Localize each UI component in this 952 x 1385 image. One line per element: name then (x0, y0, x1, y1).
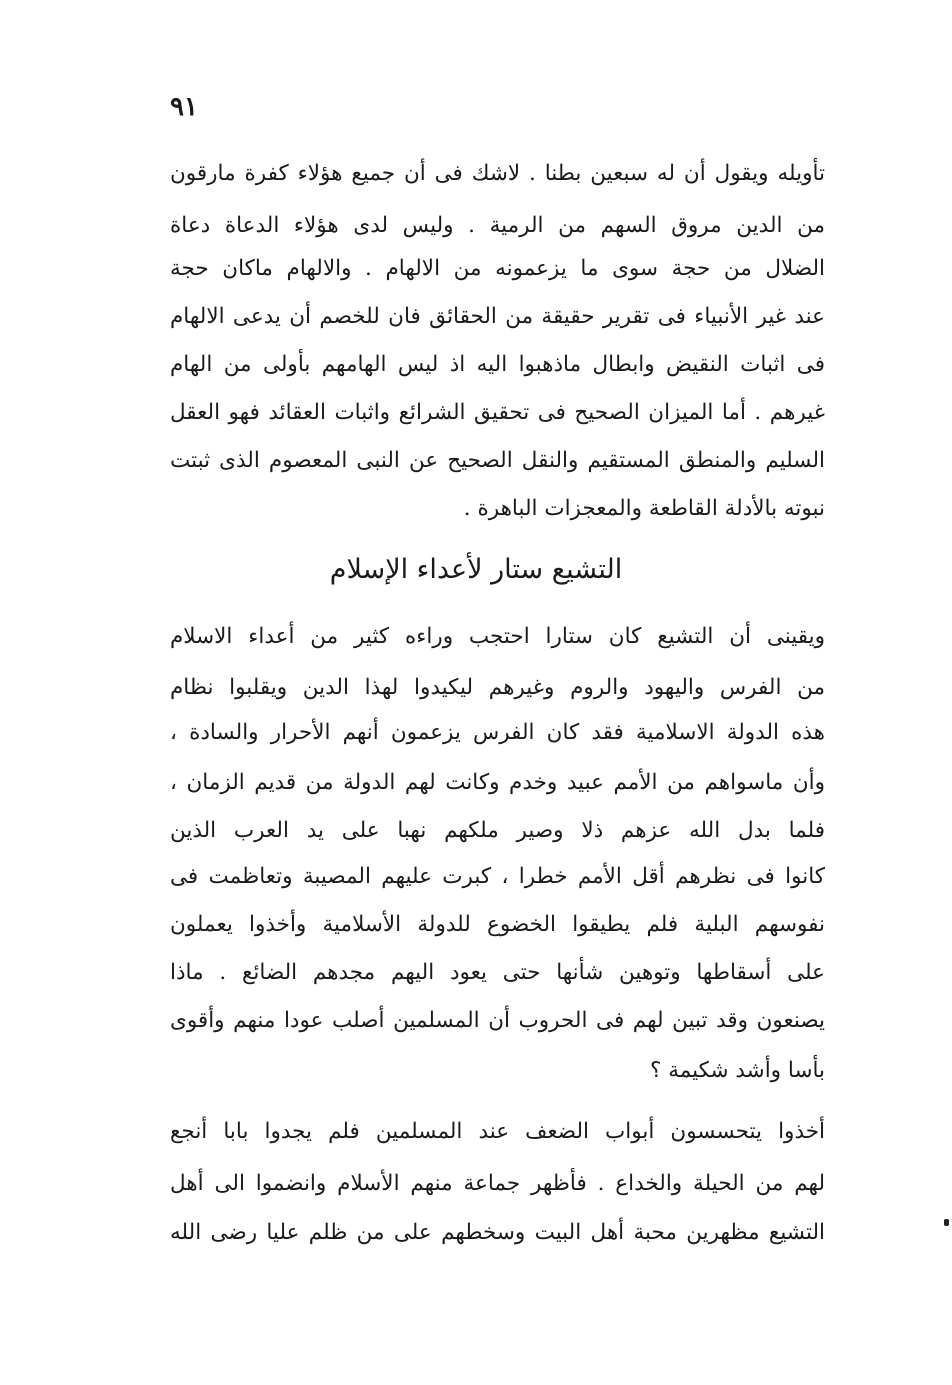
text-line: يصنعون وقد تبين لهم فى الحروب أن المسلمين أصلب عودا منهم وأقوى (170, 1008, 825, 1033)
text-line: تأويله ويقول أن له سبعين بطنا . لاشك فى أن جميع هؤلاء كفرة مارقون (170, 161, 825, 186)
text-line: غيرهم . أما الميزان الصحيح فى تحقيق الشرائع واثبات العقائد فهو العقل (170, 400, 825, 425)
text-line: نفوسهم البلية فلم يطيقوا الخضوع للدولة الأسلامية وأخذوا يعملون (170, 912, 825, 937)
text-line: الضلال من حجة سوى ما يزعمونه من الالهام . والالهام ماكان حجة (170, 256, 825, 281)
text-line: ويقينى أن التشيع كان ستارا احتجب وراءه كثير من أعداء الاسلام (170, 624, 825, 649)
section-heading: التشيع ستار لأعداء الإسلام (329, 554, 623, 585)
text-line: أخذوا يتحسسون أبواب الضعف عند المسلمين فلم يجدوا بابا أنجع (170, 1119, 825, 1144)
text-line: على أسقاطها وتوهين شأنها حتى يعود اليهم مجدهم الضائع . ماذا (170, 960, 825, 985)
page-number: ٩١ (170, 92, 198, 122)
text-line: وأن ماسواهم من الأمم عبيد وخدم وكانت لهم الدولة من قديم الزمان ، (170, 770, 825, 795)
text-line: هذه الدولة الاسلامية فقد كان الفرس يزعمون أنهم الأحرار والسادة ، (170, 720, 825, 745)
text-line: فلما بدل الله عزهم ذلا وصير ملكهم نهبا على يد العرب الذين (170, 818, 825, 843)
text-line: عند غير الأنبياء فى تقرير حقيقة من الحقائق فان للخصم أن يدعى الالهام (170, 304, 825, 329)
text-line: فى اثبات النقيض وابطال ماذهبوا اليه اذ ليس الهامهم بأولى من الهام (170, 352, 825, 377)
text-line: كانوا فى نظرهم أقل الأمم خطرا ، كبرت عليهم المصيبة وتعاظمت فى (170, 864, 825, 889)
text-line: التشيع مظهرين محبة أهل البيت وسخطهم على من ظلم عليا رضى الله (170, 1220, 825, 1245)
text-line: بأسا وأشد شكيمة ؟ (649, 1058, 825, 1083)
text-line: لهم من الحيلة والخداع . فأظهر جماعة منهم الأسلام وانضموا الى أهل (170, 1171, 825, 1196)
text-line: من الدين مروق السهم من الرمية . وليس لدى هؤلاء الدعاة دعاة (170, 213, 825, 238)
text-line: السليم والمنطق المستقيم والنقل الصحيح عن النبى المعصوم الذى ثبتت (170, 448, 825, 473)
text-line: من الفرس واليهود والروم وغيرهم ليكيدوا لهذا الدين ويقلبوا نظام (170, 675, 825, 700)
text-line: نبوته بالأدلة القاطعة والمعجزات الباهرة . (463, 496, 825, 521)
scan-edge-mark (944, 1219, 949, 1226)
